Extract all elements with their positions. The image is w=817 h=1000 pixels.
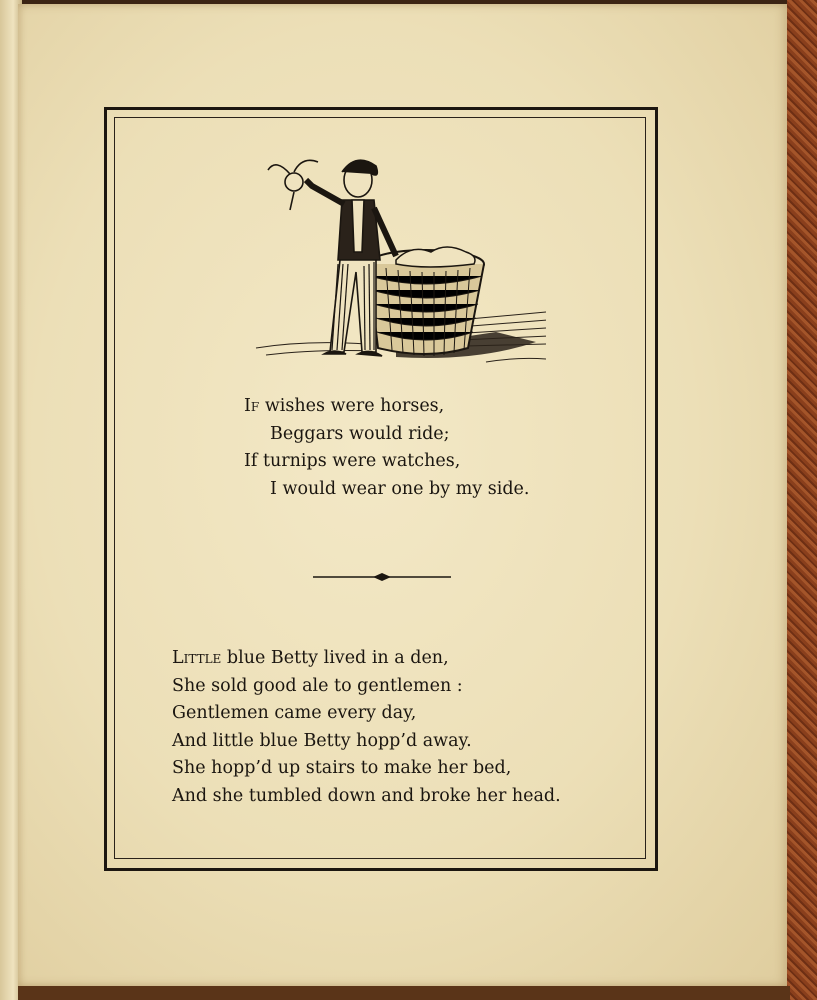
basket-icon [368,247,484,356]
poem1-line-1-text: wishes were horses, [259,396,445,416]
boy-figure-icon [268,160,396,356]
poem2-line-2: She sold good ale to gentlemen : [172,675,463,696]
poem2-line-3: Gentlemen came every day, [172,703,417,723]
poem2-line-5: She hopp’d up stairs to make her bed, [172,758,512,778]
ornamental-divider [313,572,451,582]
book-cover-edge [787,0,817,1000]
poem-little-blue-betty [172,645,612,810]
boy-with-basket-illustration [246,152,546,376]
poem1-line-1 [244,393,584,421]
poem1-line-2: Beggars would ride; [270,423,450,444]
poem2-line-6: And she tumbled down and broke her head. [172,785,561,806]
poem-if-wishes [244,393,584,503]
book-bottom-edge [18,986,790,1000]
poem1-lead-word: If [244,396,260,416]
poem2-line-4: And little blue Betty hopp’d away. [172,730,472,751]
poem2-line-1-text: blue Betty lived in a den, [221,648,449,668]
poem2-line-1 [172,645,612,673]
poem1-line-3: If turnips were watches, [244,451,461,471]
poem2-lead-word: Little [172,648,222,668]
poem1-line-4: I would wear one by my side. [270,478,530,499]
